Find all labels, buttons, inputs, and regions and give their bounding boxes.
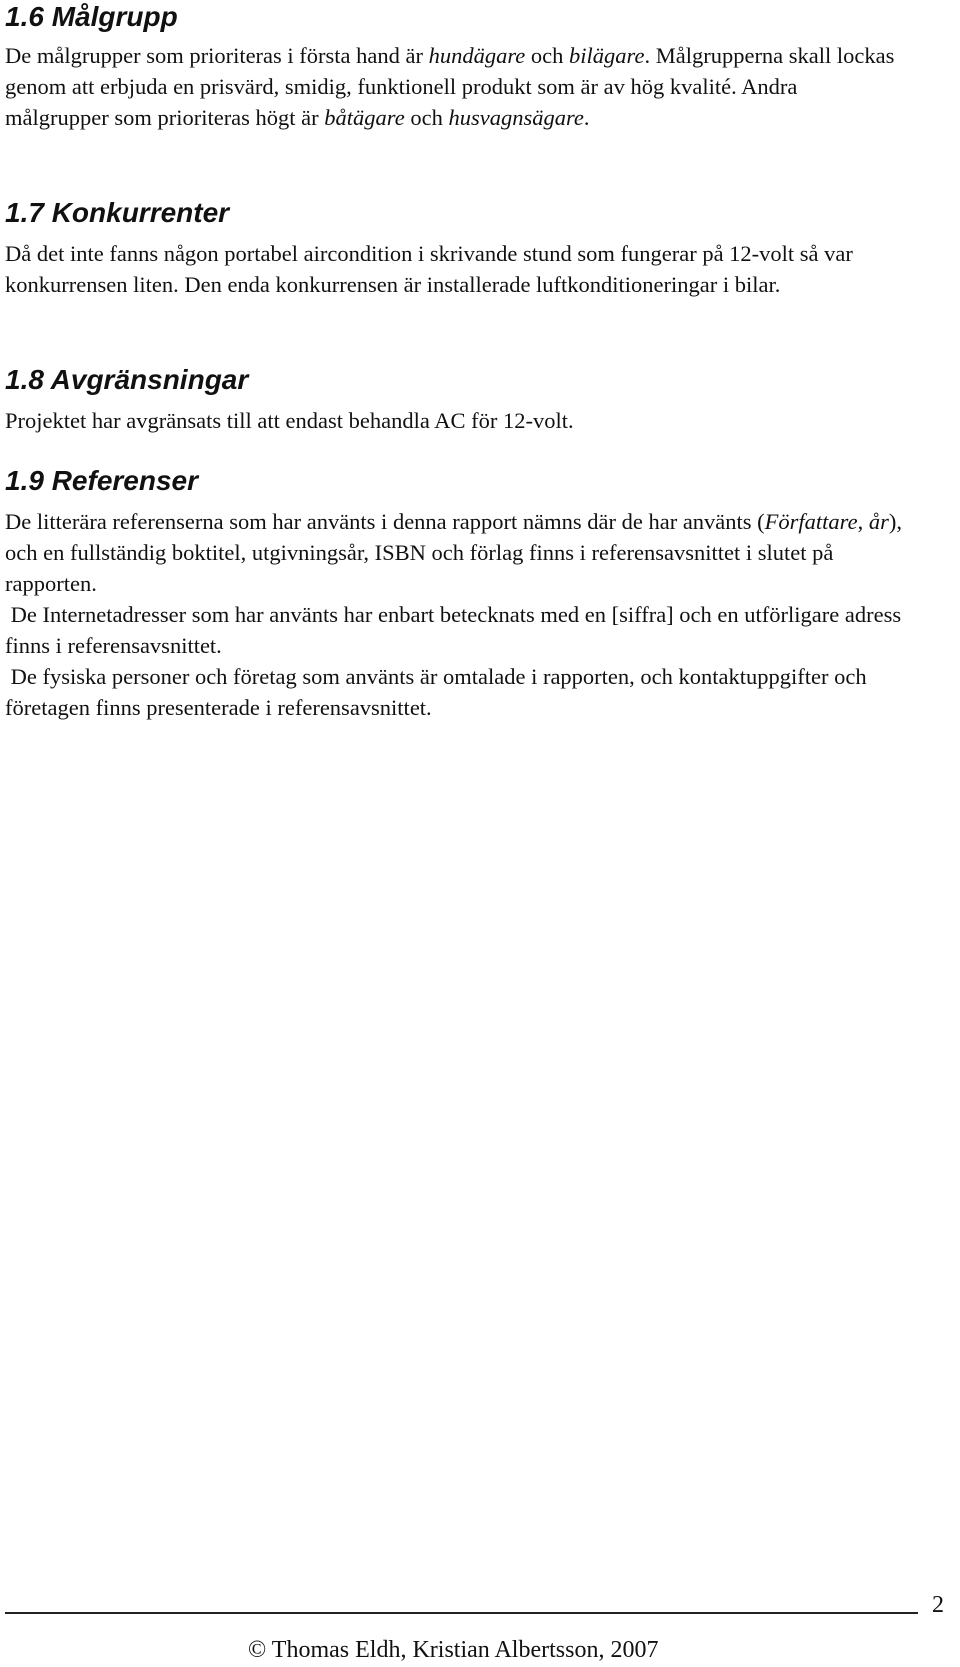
section-paragraph-referenser-internet — [5, 599, 925, 661]
section-heading-referenser: 1.9 Referenser — [5, 465, 199, 496]
footer-divider — [5, 1612, 918, 1614]
emphasis-text: bilägare — [569, 43, 645, 68]
paragraph-text: , — [857, 509, 869, 534]
paragraph-text: ), och en fullständig boktitel, utgivningsår, ISBN och förlag finns i referensavsnittet i slutet på rapporten. — [5, 509, 902, 596]
section-paragraph-malgrupp — [5, 40, 905, 133]
section-paragraph-referenser-personer — [5, 661, 925, 723]
section-heading-konkurrenter: 1.7 Konkurrenter — [5, 197, 230, 228]
paragraph-text: De fysiska personer och företag som använts är omtalade i rapporten, och kontaktuppgifter och företagen finns presenterade i referensavsnittet. — [5, 664, 867, 720]
emphasis-text: hundägare — [428, 43, 526, 68]
emphasis-text: båtägare — [324, 105, 405, 130]
paragraph-text: och — [525, 43, 570, 68]
section-paragraph-konkurrenter: Då det inte fanns någon portabel aircondition i skrivande stund som fungerar på 12-volt så var konkurrensen liten. Den enda konkurrensen är installerade luftkonditioneringar i bilar. — [5, 241, 853, 297]
paragraph-text: De litterära referenserna som har använts i denna rapport nämns där de har använts ( — [5, 509, 765, 534]
emphasis-text: Författare — [764, 509, 858, 534]
section-heading-malgrupp: 1.6 Målgrupp — [5, 1, 178, 32]
paragraph-text: . Målgrupperna skall lockas genom att erbjuda en prisvärd, smidig, funktionell produkt som är av hög kvalité. Andra målgrupper som prioriteras högt är — [5, 43, 895, 130]
section-paragraph-referenser-litteratur — [5, 506, 925, 599]
paragraph-text: De Internetadresser som har använts har enbart betecknats med en [siffra] och en utförligare adress finns i referensavsnittet. — [5, 602, 902, 658]
emphasis-text: husvagnsägare — [448, 105, 584, 130]
footer-copyright: © Thomas Eldh, Kristian Albertsson, 2007 — [248, 1637, 659, 1663]
emphasis-text: år — [868, 509, 889, 534]
section-heading-avgransningar: 1.8 Avgränsningar — [5, 364, 249, 395]
page-number: 2 — [932, 1592, 944, 1618]
section-paragraph-avgransningar: Projektet har avgränsats till att endast behandla AC för 12-volt. — [5, 408, 574, 433]
section-body-referenser — [5, 506, 925, 723]
paragraph-text: . — [583, 105, 590, 130]
paragraph-text: och — [404, 105, 449, 130]
paragraph-text: De målgrupper som prioriteras i första hand är — [5, 43, 429, 68]
